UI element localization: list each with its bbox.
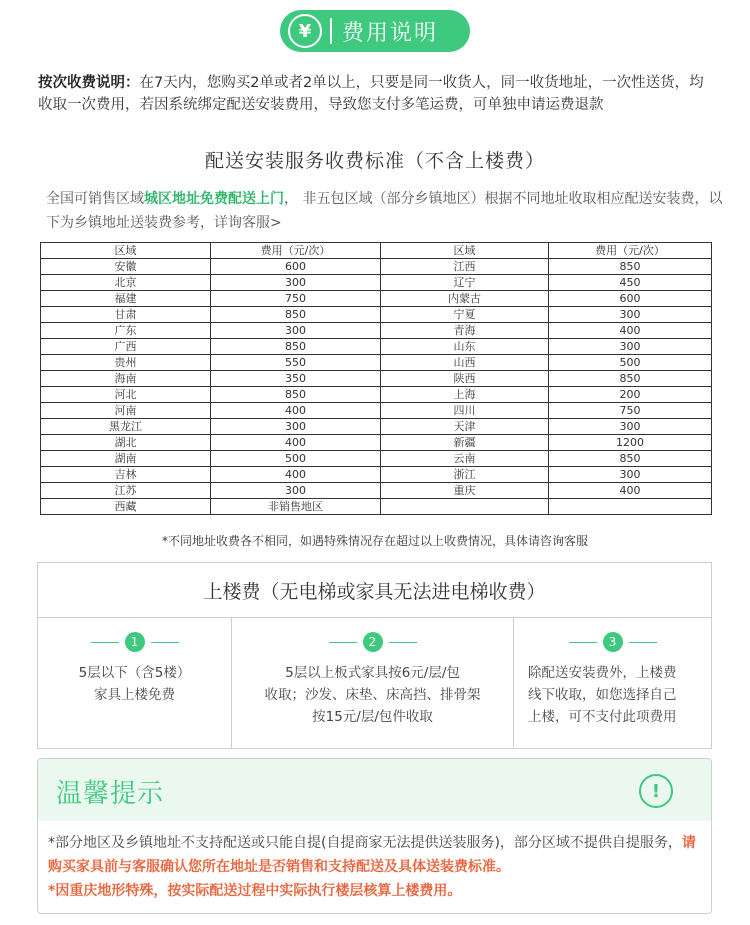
step-line bbox=[151, 642, 179, 643]
table-row bbox=[41, 451, 712, 467]
table-cell: 850 bbox=[549, 371, 712, 387]
table-cell: 海南 bbox=[41, 371, 211, 387]
table-cell: 500 bbox=[549, 355, 712, 371]
table-cell: 300 bbox=[549, 307, 712, 323]
table-row bbox=[41, 387, 712, 403]
stairs-title: 上楼费（无电梯或家具无法进电梯收费） bbox=[38, 563, 711, 618]
table-cell: 300 bbox=[211, 419, 381, 435]
step-number: 3 bbox=[603, 632, 623, 652]
table-row bbox=[41, 467, 712, 483]
table-cell: 云南 bbox=[381, 451, 549, 467]
step-line bbox=[329, 642, 357, 643]
intro-label: 按次收费说明： bbox=[38, 75, 140, 91]
table-row bbox=[41, 355, 712, 371]
table-cell: 450 bbox=[549, 275, 712, 291]
table-cell: 新疆 bbox=[381, 435, 549, 451]
stairs-item-1 bbox=[38, 618, 231, 748]
table-row bbox=[41, 339, 712, 355]
table-cell: 600 bbox=[211, 259, 381, 275]
text-line: 5层以上板式家具按6元/层/包 bbox=[285, 665, 460, 681]
table-cell: 400 bbox=[549, 323, 712, 339]
table-cell: 850 bbox=[549, 451, 712, 467]
text-line: 5层以下（含5楼） bbox=[78, 665, 191, 681]
standard-title: 配送安装服务收费标准（不含上楼费） bbox=[204, 150, 545, 172]
table-cell: 550 bbox=[211, 355, 381, 371]
table-cell: 宁夏 bbox=[381, 307, 549, 323]
standard-desc-prefix: 全国可销售区域 bbox=[46, 191, 144, 207]
step-line bbox=[629, 642, 657, 643]
table-cell: 青海 bbox=[381, 323, 549, 339]
table-cell: 吉林 bbox=[41, 467, 211, 483]
table-cell: 300 bbox=[549, 467, 712, 483]
tips-paragraph-1 bbox=[48, 831, 701, 879]
table-cell: 400 bbox=[211, 435, 381, 451]
step-marker bbox=[514, 632, 711, 652]
table-cell: 重庆 bbox=[381, 483, 549, 499]
step-number: 1 bbox=[125, 632, 145, 652]
header-pill bbox=[280, 10, 470, 52]
table-cell: 850 bbox=[211, 339, 381, 355]
tips-paragraph-2 bbox=[48, 879, 701, 903]
stairs-item-2 bbox=[231, 618, 513, 748]
table-row bbox=[41, 371, 712, 387]
table-cell: 750 bbox=[211, 291, 381, 307]
table-cell: 河北 bbox=[41, 387, 211, 403]
table-header: 费用（元/次） bbox=[211, 243, 381, 259]
table-row bbox=[41, 275, 712, 291]
table-cell: 300 bbox=[211, 275, 381, 291]
table-note: *不同地址收费各不相同，如遇特殊情况存在超过以上收费情况，具体请咨询客服 bbox=[161, 534, 588, 548]
table-cell: 西藏 bbox=[41, 499, 211, 515]
table-header-row bbox=[41, 243, 712, 259]
step-number: 2 bbox=[363, 632, 383, 652]
table-cell: 湖南 bbox=[41, 451, 211, 467]
tips-p2-star: * bbox=[48, 883, 56, 899]
table-cell: 江苏 bbox=[41, 483, 211, 499]
table-row bbox=[41, 435, 712, 451]
table-row bbox=[41, 307, 712, 323]
table-cell: 天津 bbox=[381, 419, 549, 435]
step-line bbox=[91, 642, 119, 643]
table-cell: 黑龙江 bbox=[41, 419, 211, 435]
step-line bbox=[569, 642, 597, 643]
table-cell: 350 bbox=[211, 371, 381, 387]
text-line: 除配送安装费外，上楼费 bbox=[528, 665, 677, 681]
table-row bbox=[41, 291, 712, 307]
table-cell: 山西 bbox=[381, 355, 549, 371]
table-cell: 850 bbox=[549, 259, 712, 275]
yen-icon: ¥ bbox=[288, 14, 322, 48]
table-cell: 400 bbox=[211, 403, 381, 419]
table-header: 区域 bbox=[381, 243, 549, 259]
table-body bbox=[41, 259, 712, 515]
table-cell: 贵州 bbox=[41, 355, 211, 371]
table-cell: 300 bbox=[211, 323, 381, 339]
table-row bbox=[41, 419, 712, 435]
table-cell: 400 bbox=[549, 483, 712, 499]
step-marker bbox=[232, 632, 513, 652]
standard-desc bbox=[46, 187, 726, 235]
stairs-item-3 bbox=[513, 618, 711, 748]
standard-desc-suffix: ， 非五包区域（部分乡镇地区）根据不同地址收取相应配送安装费，以下为乡镇地址送装费参考，详询客服> bbox=[46, 191, 723, 231]
table-cell: 浙江 bbox=[381, 467, 549, 483]
table-row bbox=[41, 323, 712, 339]
table-cell: 江西 bbox=[381, 259, 549, 275]
table-cell: 300 bbox=[549, 339, 712, 355]
tips-p1-text: *部分地区及乡镇地址不支持配送或只能自提(自提商家无法提供送装服务)，部分区域不提供自提服务， bbox=[48, 835, 682, 851]
table-cell: 200 bbox=[549, 387, 712, 403]
stairs-section bbox=[37, 562, 712, 749]
text-line: 上楼，可不支付此项费用 bbox=[528, 709, 677, 725]
table-cell: 广东 bbox=[41, 323, 211, 339]
stairs-columns bbox=[38, 618, 711, 748]
table-cell: 山东 bbox=[381, 339, 549, 355]
table-cell: 湖北 bbox=[41, 435, 211, 451]
text-line: 按15元/层/包件收取 bbox=[312, 709, 433, 725]
table-cell: 四川 bbox=[381, 403, 549, 419]
table-cell: 500 bbox=[211, 451, 381, 467]
table-cell: 安徽 bbox=[41, 259, 211, 275]
table-cell: 广西 bbox=[41, 339, 211, 355]
table-cell: 850 bbox=[211, 307, 381, 323]
table-cell bbox=[549, 499, 712, 515]
tips-p2-warning: 因重庆地形特殊，按实际配送过程中实际执行楼层核算上楼费用。 bbox=[55, 883, 462, 899]
intro-body: 在7天内，您购买2单或者2单以上，只要是同一收货人，同一收货地址，一次性送货，均收取一次费用，若因系统绑定配送安装费用，导致您支付多笔运费，可单独申请运费退款 bbox=[38, 75, 704, 113]
intro-text bbox=[38, 72, 718, 116]
table-row bbox=[41, 483, 712, 499]
fee-table bbox=[40, 242, 712, 515]
standard-desc-highlight: 城区地址免费配送上门 bbox=[144, 191, 284, 207]
header-divider bbox=[330, 18, 332, 44]
tips-header bbox=[38, 759, 711, 821]
table-cell: 陕西 bbox=[381, 371, 549, 387]
stairs-item-text bbox=[38, 662, 231, 706]
table-cell: 河南 bbox=[41, 403, 211, 419]
text-line: 收取；沙发、床垫、床高挡、排骨架 bbox=[264, 687, 481, 703]
table-cell: 300 bbox=[211, 483, 381, 499]
tips-p1-warning: 请购买家具前与客服确认您所在地址是否销售和支持配送及具体送装费标准。 bbox=[48, 835, 696, 875]
exclamation-icon: ! bbox=[639, 774, 673, 808]
table-cell: 福建 bbox=[41, 291, 211, 307]
table-cell: 600 bbox=[549, 291, 712, 307]
table-cell: 甘肃 bbox=[41, 307, 211, 323]
step-marker bbox=[38, 632, 231, 652]
text-line: 家具上楼免费 bbox=[94, 687, 175, 703]
tips-title: 温馨提示 bbox=[56, 779, 165, 809]
table-cell: 北京 bbox=[41, 275, 211, 291]
table-cell: 辽宁 bbox=[381, 275, 549, 291]
tips-body bbox=[38, 821, 711, 903]
table-cell: 上海 bbox=[381, 387, 549, 403]
table-cell: 1200 bbox=[549, 435, 712, 451]
step-line bbox=[389, 642, 417, 643]
table-cell: 850 bbox=[211, 387, 381, 403]
table-header: 区域 bbox=[41, 243, 211, 259]
stairs-item-text bbox=[514, 662, 711, 728]
page-title: 费用说明 bbox=[342, 20, 439, 46]
table-row bbox=[41, 403, 712, 419]
table-cell: 300 bbox=[549, 419, 712, 435]
table-row bbox=[41, 259, 712, 275]
table-header: 费用（元/次） bbox=[549, 243, 712, 259]
table-cell: 内蒙古 bbox=[381, 291, 549, 307]
table-row bbox=[41, 499, 712, 515]
table-cell: 400 bbox=[211, 467, 381, 483]
table-cell: 非销售地区 bbox=[211, 499, 381, 515]
table-cell bbox=[381, 499, 549, 515]
text-line: 线下收取，如您选择自己 bbox=[528, 687, 677, 703]
table-cell: 750 bbox=[549, 403, 712, 419]
stairs-item-text bbox=[232, 662, 513, 728]
tips-section bbox=[37, 758, 712, 914]
